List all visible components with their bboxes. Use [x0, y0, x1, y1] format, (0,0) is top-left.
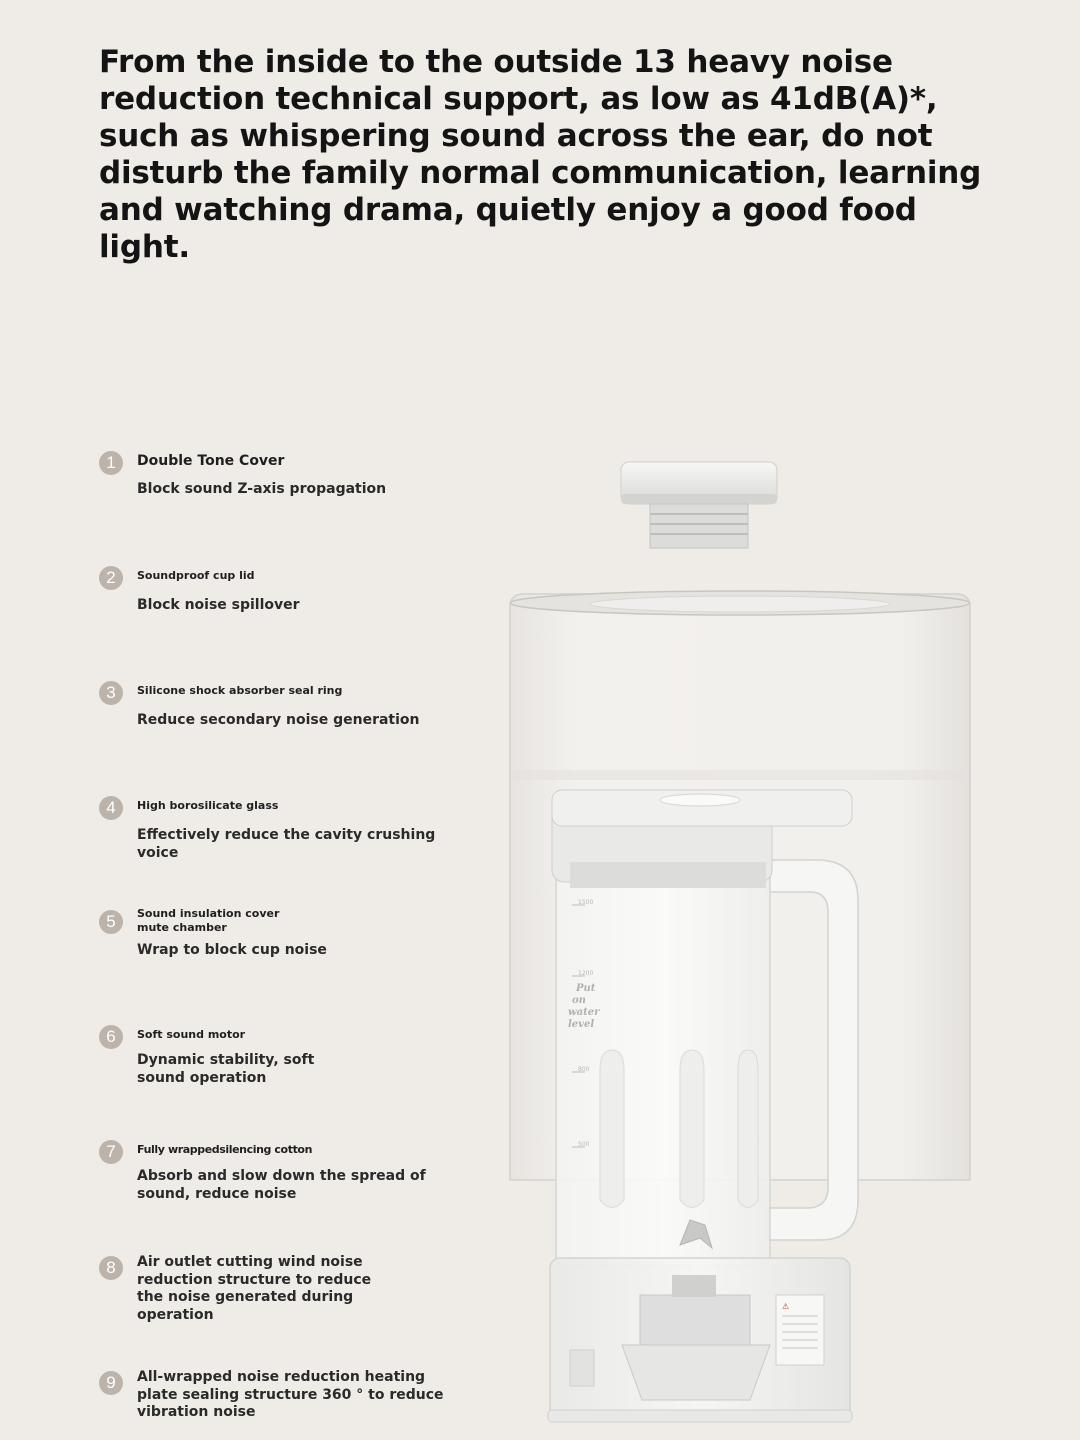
feature-number-badge: 5	[99, 910, 123, 934]
feature-title: Silicone shock absorber seal ring	[137, 684, 343, 697]
feature-title: Double Tone Cover	[137, 453, 285, 469]
feature-description: Effectively reduce the cavity crushing voice	[137, 827, 436, 861]
feature-number-badge: 3	[99, 681, 123, 705]
feature-title: Soft sound motor	[137, 1028, 246, 1041]
feature-description: Dynamic stability, soft sound operation	[137, 1052, 315, 1086]
feature-description: Air outlet cutting wind noise reduction structure to reduce the noise generated during operation	[137, 1254, 372, 1323]
scale-mark-500: 500	[578, 1141, 590, 1148]
water-level-label-level: level	[568, 1019, 595, 1030]
feature-number-badge: 6	[99, 1025, 123, 1049]
feature-title: Soundproof cup lid	[137, 569, 255, 582]
scale-mark-1500: 1500	[578, 899, 594, 906]
feature-description: Reduce secondary noise generation	[137, 712, 420, 728]
water-level-label-on: on	[572, 995, 586, 1006]
feature-number-badge: 2	[99, 566, 123, 590]
water-level-label-put: Put	[576, 983, 596, 994]
feature-title: Fully wrappedsilencing cotton	[137, 1143, 313, 1156]
feature-description: Wrap to block cup noise	[137, 942, 327, 958]
motor-base	[548, 1258, 852, 1422]
feature-number-badge: 7	[99, 1140, 123, 1164]
blender-illustration	[480, 440, 1000, 1440]
feature-title: High borosilicate glass	[137, 799, 279, 812]
feature-title: Sound insulation cover mute chamber	[137, 907, 280, 934]
feature-description: Absorb and slow down the spread of sound, reduce noise	[137, 1168, 426, 1202]
feature-description: Block sound Z-axis propagation	[137, 481, 387, 497]
scale-mark-1200: 1200	[578, 970, 594, 977]
page-headline: From the inside to the outside 13 heavy noise reduction technical support, as low as 41dB(A)*, such as whispering sound across the ear, do not disturb the family normal communication, learning and watching drama, quietly enjoy a good food light.	[99, 44, 982, 265]
feature-number-badge: 8	[99, 1256, 123, 1280]
scale-mark-800: 800	[578, 1066, 590, 1073]
feature-number-badge: 4	[99, 796, 123, 820]
feature-description: All-wrapped noise reduction heating plate sealing structure 360 ° to reduce vibration noise	[137, 1369, 444, 1420]
feature-number-badge: 9	[99, 1371, 123, 1395]
water-level-label-water: water	[568, 1007, 600, 1018]
double-tone-cover	[621, 462, 777, 548]
warning-label-icon: ⚠	[782, 1302, 790, 1311]
feature-description: Block noise spillover	[137, 597, 300, 613]
feature-number-badge: 1	[99, 451, 123, 475]
